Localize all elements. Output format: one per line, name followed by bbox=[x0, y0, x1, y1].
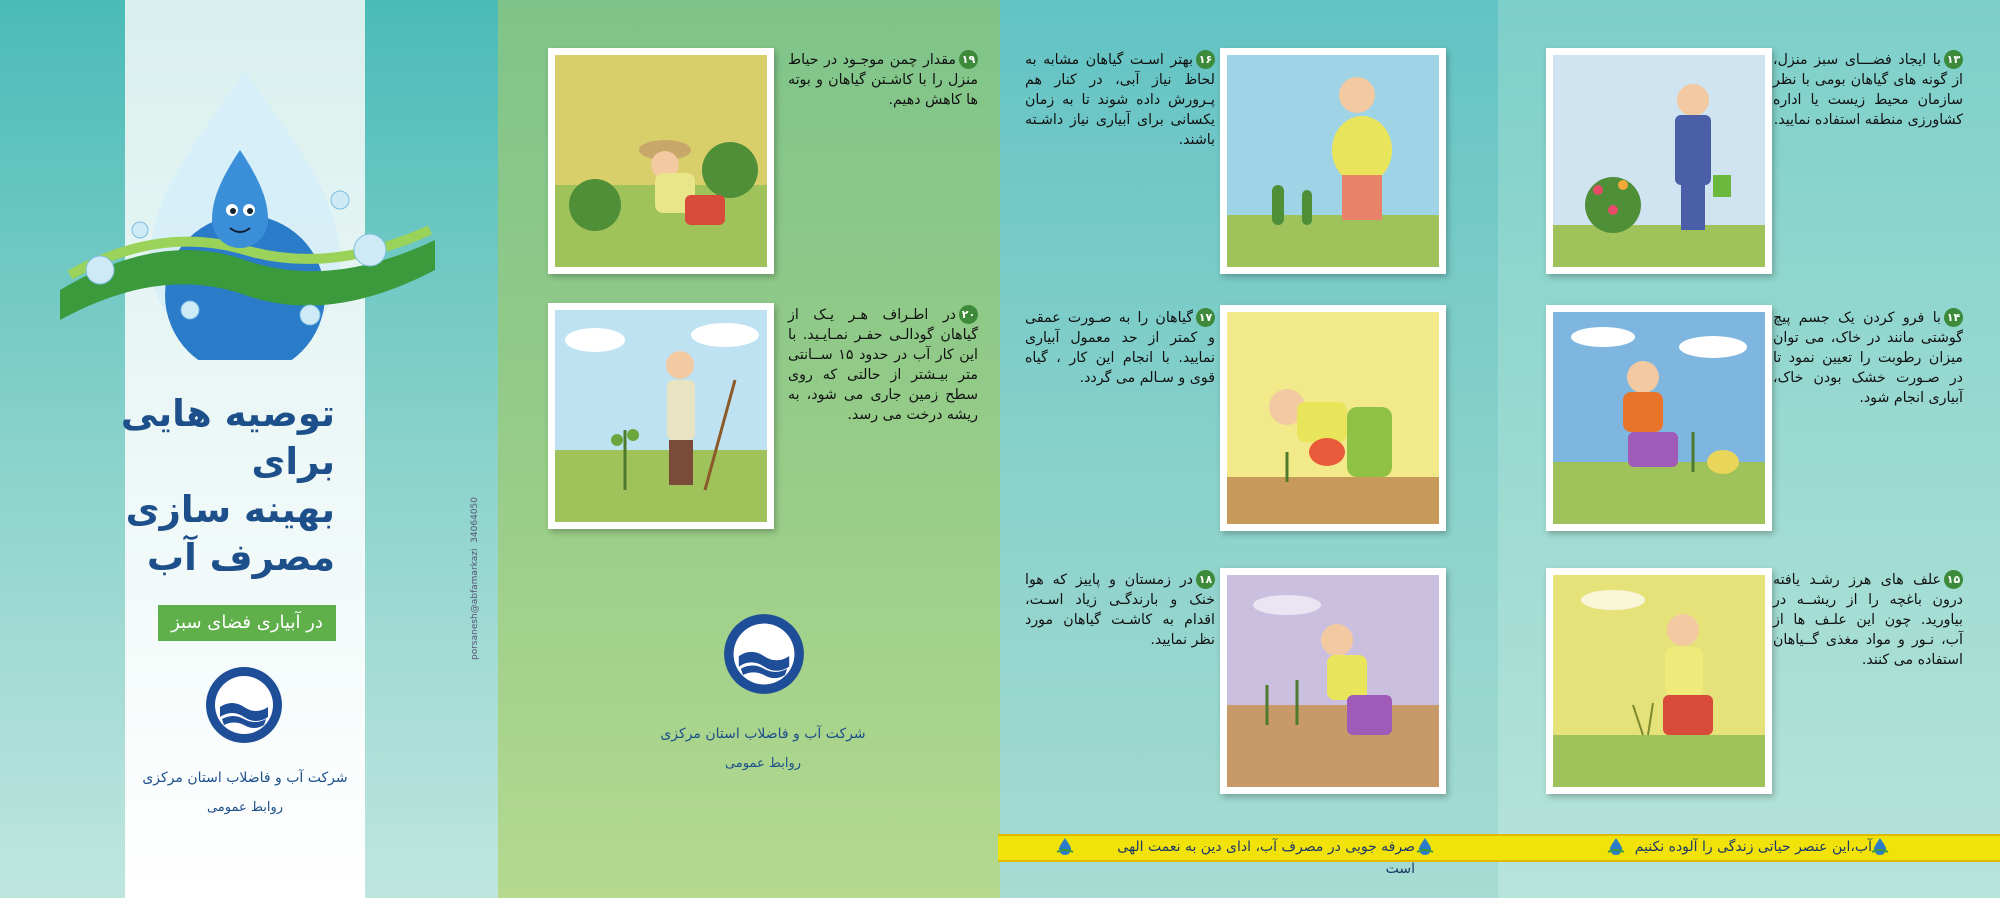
tip-15-number: ۱۵ bbox=[1944, 570, 1963, 589]
side-code-number: 34064050 bbox=[470, 497, 480, 543]
illustration-frame-18 bbox=[1220, 568, 1446, 794]
illustration-frame-17 bbox=[1220, 305, 1446, 531]
tip-16 bbox=[1025, 50, 1215, 150]
tip-20-text: در اطـراف هـر یـک از گیاهان گودالـی حفـر نمـایـید. با این کار آب در حدود ۱۵ ســانتی متر بیـشتر از حالتی که روی سطح زمین جاری می شود، به ریشه درخت می رسد. bbox=[788, 307, 978, 423]
gardener-shovel-illustration bbox=[555, 310, 767, 522]
tip-20 bbox=[788, 305, 978, 425]
tip-19 bbox=[788, 50, 978, 110]
tip-13-text: با ایجاد فضـــای سبز منزل، از گونه های گیاهان بومی با نظر سازمان محیط زیست یا اداره کشاورزی منطقه استفاده نمایید. bbox=[1773, 52, 1963, 128]
back-dept: روابط عمومی bbox=[724, 756, 802, 771]
tip-18-text: در زمستان و پاییز که هوا خنک و بارندگـی زیاد اسـت، اقدام به کاشـت گیاهان مورد نظر نمایید. bbox=[1025, 572, 1215, 648]
cover-panel bbox=[0, 0, 500, 898]
gardener-weeding-illustration bbox=[555, 55, 767, 267]
tip-19-number: ۱۹ bbox=[959, 50, 978, 69]
man-testing-soil-illustration bbox=[1553, 312, 1765, 524]
man-planting-seedlings-illustration bbox=[1227, 575, 1439, 787]
tip-20-number: ۲۰ bbox=[959, 305, 978, 324]
tip-13 bbox=[1773, 50, 1963, 130]
green-panel bbox=[498, 0, 1000, 898]
side-url: porsanesh@abfamarkazi bbox=[470, 548, 480, 660]
tip-19-text: مقدار چمن موجـود در حیاط منزل را با کاشـتن گیاهان و بوته ها کاهش دهیم. bbox=[788, 52, 978, 108]
illustration-frame-16 bbox=[1220, 48, 1446, 274]
slogan-2: صرفه جویی در مصرف آب، ادای دین به نعمت الهی است bbox=[1117, 839, 1415, 877]
cover-dept: روابط عمومی bbox=[206, 800, 284, 815]
cover-title-line-4: مصرف آب bbox=[146, 536, 335, 579]
man-watering-cactus-illustration bbox=[1227, 55, 1439, 267]
tip-17-number: ۱۷ bbox=[1196, 308, 1215, 327]
tip-14-text: با فرو کردن یک جسم پیچ گوشتی مانند در خاک، می توان میزان رطوبت را تعیین نمود تا در صـورت خشک بودن خاک، آبیاری انجام شود. bbox=[1773, 310, 1963, 406]
right-panel bbox=[1498, 0, 2000, 898]
water-drop-mascot-illustration bbox=[40, 60, 450, 360]
tip-18-number: ۱۸ bbox=[1196, 570, 1215, 589]
tip-18 bbox=[1025, 570, 1215, 650]
illustration-frame-15 bbox=[1546, 568, 1772, 794]
illustration-frame-19 bbox=[548, 48, 774, 274]
back-company-logo-icon bbox=[722, 612, 806, 696]
tip-14 bbox=[1773, 308, 1963, 408]
drop-icon bbox=[1870, 836, 1890, 856]
tip-16-text: بهتر اسـت گیاهان مشابه به لحاظ نیاز آبی، در کنار هم پـرورش داده شوند تا به زمان یکسانی برای آبیاری نیاز داشـته باشند. bbox=[1025, 52, 1215, 148]
cover-org-name: شرکت آب و فاضلاب استان مرکزی bbox=[142, 770, 348, 786]
drop-icon bbox=[1055, 836, 1075, 856]
illustration-frame-20 bbox=[548, 303, 774, 529]
cover-title-line-1: توصیه هایی bbox=[120, 392, 335, 435]
cover-subtitle: در آبیاری فضای سبز bbox=[158, 605, 336, 641]
middle-panel bbox=[1000, 0, 1498, 898]
company-logo-icon bbox=[204, 665, 284, 745]
back-org-name: شرکت آب و فاضلاب استان مرکزی bbox=[660, 726, 866, 742]
tip-15-text: علف های هرز رشـد یافته درون باغچه را از ریشــه در بیاورید. چون این علـف ها از آب، نـور و مواد مغذی گــیاهان استفاده می کنند. bbox=[1773, 572, 1963, 668]
man-watering-can-illustration bbox=[1227, 312, 1439, 524]
illustration-frame-14 bbox=[1546, 305, 1772, 531]
illustration-frame-13 bbox=[1546, 48, 1772, 274]
slogan-1: آب،این عنصر حیاتی زندگی را آلوده نکنیم bbox=[1634, 839, 1872, 855]
drop-icon bbox=[1415, 836, 1435, 856]
side-code bbox=[470, 497, 480, 660]
tip-13-number: ۱۳ bbox=[1944, 50, 1963, 69]
cover-title-line-3: بهینه سازی bbox=[125, 488, 335, 531]
man-with-flowers-illustration bbox=[1553, 55, 1765, 267]
tip-15 bbox=[1773, 570, 1963, 670]
tip-17-text: گیاهان را به صـورت عمقی و کمتر از حد معمول آبیاری نمایید. با انجام این کار ، گیاه قوی و سـالم می گردد. bbox=[1025, 310, 1215, 386]
tip-16-number: ۱۶ bbox=[1196, 50, 1215, 69]
cover-title-line-2: برای bbox=[251, 440, 335, 483]
tip-14-number: ۱۴ bbox=[1944, 308, 1963, 327]
tip-17 bbox=[1025, 308, 1215, 388]
man-pulling-weeds-illustration bbox=[1553, 575, 1765, 787]
drop-icon bbox=[1606, 836, 1626, 856]
